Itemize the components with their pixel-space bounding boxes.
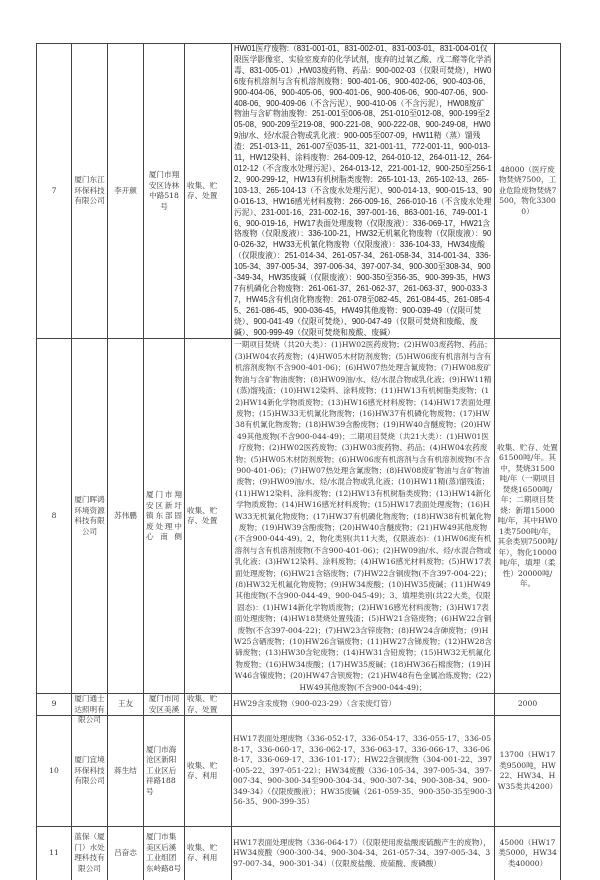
- capacity: 收集、贮存、处置61500吨/年。其中，焚烧31500吨/年（一期项目焚烧16500吨/年；二期项目焚烧：新增15000吨/年，其中HW01类7500吨/年，其余类别7500吨/年），物化10000吨/年，填埋（柔性）20000吨/年。: [495, 339, 561, 694]
- hazardous-waste-license-table: [36, 43, 561, 880]
- business-scope: 收集、贮存、处置: [185, 44, 232, 339]
- table-row: [37, 827, 561, 880]
- company-name-text: 厦门通士达照明有限公司: [74, 694, 105, 725]
- company-name: 蓝保（厦门）水处理科技有限公司: [72, 827, 108, 880]
- business-scope: 收集、贮存、处置: [185, 339, 232, 694]
- capacity: 2000: [495, 694, 561, 716]
- waste-categories: HW17表面处理废物（336-064-17）（仅限使用废盐酸废硫酸产生的废物），HW34废酸（900-300-34、900-304-34、261-057-34、397-005-34、397-007-34、900-301-34）（仅限废盐酸、废硫酸、废磷酸）: [232, 827, 495, 880]
- capacity: 13700（HW17类9500吨，HW22、HW34、HW35类共4200）: [495, 716, 561, 827]
- address: 厦门市翔安区诗林中路518号: [144, 44, 185, 339]
- legal-representative: 苏伟鹏: [108, 339, 144, 694]
- legal-representative: 蒋生结: [108, 716, 144, 827]
- row-number: 11: [37, 827, 72, 880]
- table-row: [37, 44, 561, 339]
- legal-representative: 王友: [108, 694, 144, 716]
- address-text: 厦门市同安区美溪: [148, 694, 180, 714]
- table-row: [37, 339, 561, 694]
- capacity: 45000（HW17类5000，HW34类40000）: [495, 827, 561, 880]
- capacity: 48000（医疗废物焚烧7500，工业危险废物焚烧7500，物化33000）: [495, 44, 561, 339]
- business-scope: 收集、贮存、利用: [185, 827, 232, 880]
- address: [144, 694, 185, 716]
- legal-representative: 吕奋志: [108, 827, 144, 880]
- legal-representative: 李开颜: [108, 44, 144, 339]
- address: 厦门市海沧区新阳工业区后祥路188号: [144, 716, 185, 827]
- waste-categories: 一期项目焚烧（共20大类）：(1)HW02医药废物；(2)HW03废药物、药品；(3)HW04农药废物；(4)HW05木材防剂废物；(5)HW06废有机溶剂与含有机溶剂废物(不含900-401-06)；(6)HW07热处理含氰废物；(7)HW08废矿物油与含矿物油废物；(8)HW09油/水、烃/水混合物或乳化液；(9)HW11精(蒸)馏残渣；(10)HW12染料、涂料废物；(11)HW13有机树脂类废物；(12)HW14新化学物质废物；(13)HW16感光材料废物；(14)HW17表面处理废物；(15)HW33无机氰化物废物；(16)HW37有机磷化物废物；(17)HW38有机氰化物废物；(18)HW39含酚废物；(19)HW40含醚废物；(20)HW49其他废物(不含900-044-49)；二期项目焚烧（共21大类）：(1)HW01医疗废物；(2)HW02医药废物；(3)HW03废药物、药品；(4)HW04农药废物；(5)HW05木材防剂废物；(6)HW06废有机溶剂与含有机溶剂废物(不含900-401-06)；(7)HW07热处理含氰废物；(8)HW08废矿物油与含矿物油废物；(9)HW09油/水、烃/水混合物或乳化液；(10)HW11精(蒸)馏残渣；(11)HW12染料、涂料废物；(12)HW13有机树脂类废物；(13)HW14新化学物质废物；(14)HW16感光材料废物；(15)HW17表面处理废物；(16)HW33无机氰化物废物；(17)HW37有机磷化物废物；(18)HW38有机氰化物废物；(19)HW39含酚废物；(20)HW40含醚废物；(21)HW49其他废物(不含900-044-49)。2、物化类别(共11大类，仅限液态)：(1)HW06废有机溶剂与含有机溶剂废物(不含900-401-06)；(2)HW09油/水、烃/水混合物或乳化液；(3)HW12染料、涂料废物；(4)HW16感光材料废物；(5)HW17表面处理废物；(6)HW21含铬废物；(7)HW22含铜废物(不含397-004-22)；(8)HW32无机氟化物废物；(9)HW34废酸；(10)HW35废碱；(11)HW49其他废物(不含900-044-49、900-045-49)；3、填埋类别(共22大类，仅限固态)：(1)HW14新化学物质废物；(2)HW16感光材料废物；(3)HW17表面处理废物；(4)HW18焚烧处置残渣；(5)HW21含铬废物；(6)HW22含铜废物(不含397-004-22)；(7)HW23含锌废物；(8)HW24含砷废物；(9)HW25含硒废物；(10)HW26含镉废物；(11)HW27含锑废物；(12)HW28含碲废物；(13)HW30含铊废物；(14)HW31含铅废物；(15)HW32无机氟化物废物；(16)HW34废酸；(17)HW35废碱；(18)HW36石棉废物；(19)HW46含镍废物；(20)HW47含钡废物；(21)HW48有色金属冶炼废物；(22)HW49其他废物(不含900-044-49)；: [232, 339, 495, 694]
- waste-categories: HW29含汞废物（900-023-29）（含汞废灯管）: [232, 694, 495, 716]
- address: 厦门市翔安区新圩镇东部固废处理中心南侧: [144, 339, 185, 694]
- waste-categories: HW17表面处理废物（336-052-17、336-054-17、336-055-17、336-058-17、336-060-17、336-062-17、336-063-17、336-066-17、336-068-17、336-069-17、336-101-17）；HW22含铜废物（304-001-22、397-005-22、397-051-22）；HW34废酸（336-105-34、397-005-34、397-007-34、900-300-34至900-304-34、900-307-34、900-308-34、900-349-34）（仅限废酸液）；HW35废碱（261-059-35、900-350-35至900-356-35、900-399-35）: [232, 716, 495, 827]
- business-scope: 收集、贮存、处置: [185, 694, 232, 716]
- company-name: 厦门宜境环保科技有限公司: [72, 716, 108, 827]
- table-row: [37, 716, 561, 827]
- table-row: [37, 694, 561, 716]
- business-scope: 收集、贮存、利用: [185, 716, 232, 827]
- company-name: 厦门东江环保科技有限公司: [72, 44, 108, 339]
- row-number: 8: [37, 339, 72, 694]
- row-number: 7: [37, 44, 72, 339]
- waste-categories: HW01医疗废物:（831-001-01、831-002-01、831-003-01、831-004-01仅限医学影像室、实验室废弃的化学试剂，废弃的过氧乙酸、戊二醛等化学消毒、831-005-01）,HW03废药物、药品：900-002-03（仅限可焚烧），HW06废有机溶剂与含有机溶剂废物：900-401-06、900-402-06、900-403-06、900-404-06、900-405-06、900-401-06、900-406-06、900-407-06、900-408-06、900-409-06（不含污泥）、900-410-06（不含污泥），HW08废矿物油与含矿物油废物：251-001至006-08、251-010至012-08、900-199至205-08、900-209至219-08、900-221-08、900-222-08、900-249-08，HW09油/水、烃/水混合物或乳化液：900-005至007-09，HW11精（蒸）馏残渣：251-013-11、261-007至035-11、321-001-11、772-001-11、900-013-11，HW12染料、涂料废物：264-009-12、264-010-12、264-011-12、264-012-12（不含废水处理污泥）、264-013-12、221-001-12、900-250至256-12、900-299-12，HW13有机树脂类废物：265-101-13、265-102-13、265-103-13、265-104-13（不含废水处理污泥）、900-014-13、900-015-13、900-016-13、HW16感光材料废物：266-009-16、266-010-16（不含废水处理污泥）、231-001-16、231-002-16、397-001-16、863-001-16、749-001-16、900-019-16，HW17表面处理废物（仅限废液）：336-069-17，HW21含铬废物（仅限废液）：336-100-21，HW32无机氟化物废物（仅限废液）：900-026-32，HW33无机氰化物废物（仅限废液）：336-104-33，HW34废酸（仅限废液）：251-014-34、261-057-34、261-058-34、314-001-34、336-105-34、397-005-34、397-006-34、397-007-34、900-300至308-34、900-349-34，HW35废碱（仅限废液）：900-350至356-35、900-399-35，HW37有机磷化合物废物：261-061-37、261-062-37、261-063-37、900-033-37，HW45含有机卤化物废物：261-078至082-45、261-084-45、261-085-45、261-086-45、900-036-45，HW49其他废物：900-039-49（仅限可焚烧）、900-041-49（仅限可焚烧）、900-047-49（仅限可焚烧和废酸、废碱）、900-999-49（仅限可焚烧和废酸、废碱）: [232, 44, 495, 339]
- address: 厦门市集美区后溪工业组团东岭路8号: [144, 827, 185, 880]
- row-number: 10: [37, 716, 72, 827]
- row-number: 9: [37, 694, 72, 716]
- company-name: 厦门晖鸿环境资源科技有限公司: [72, 339, 108, 694]
- company-name: [72, 694, 108, 725]
